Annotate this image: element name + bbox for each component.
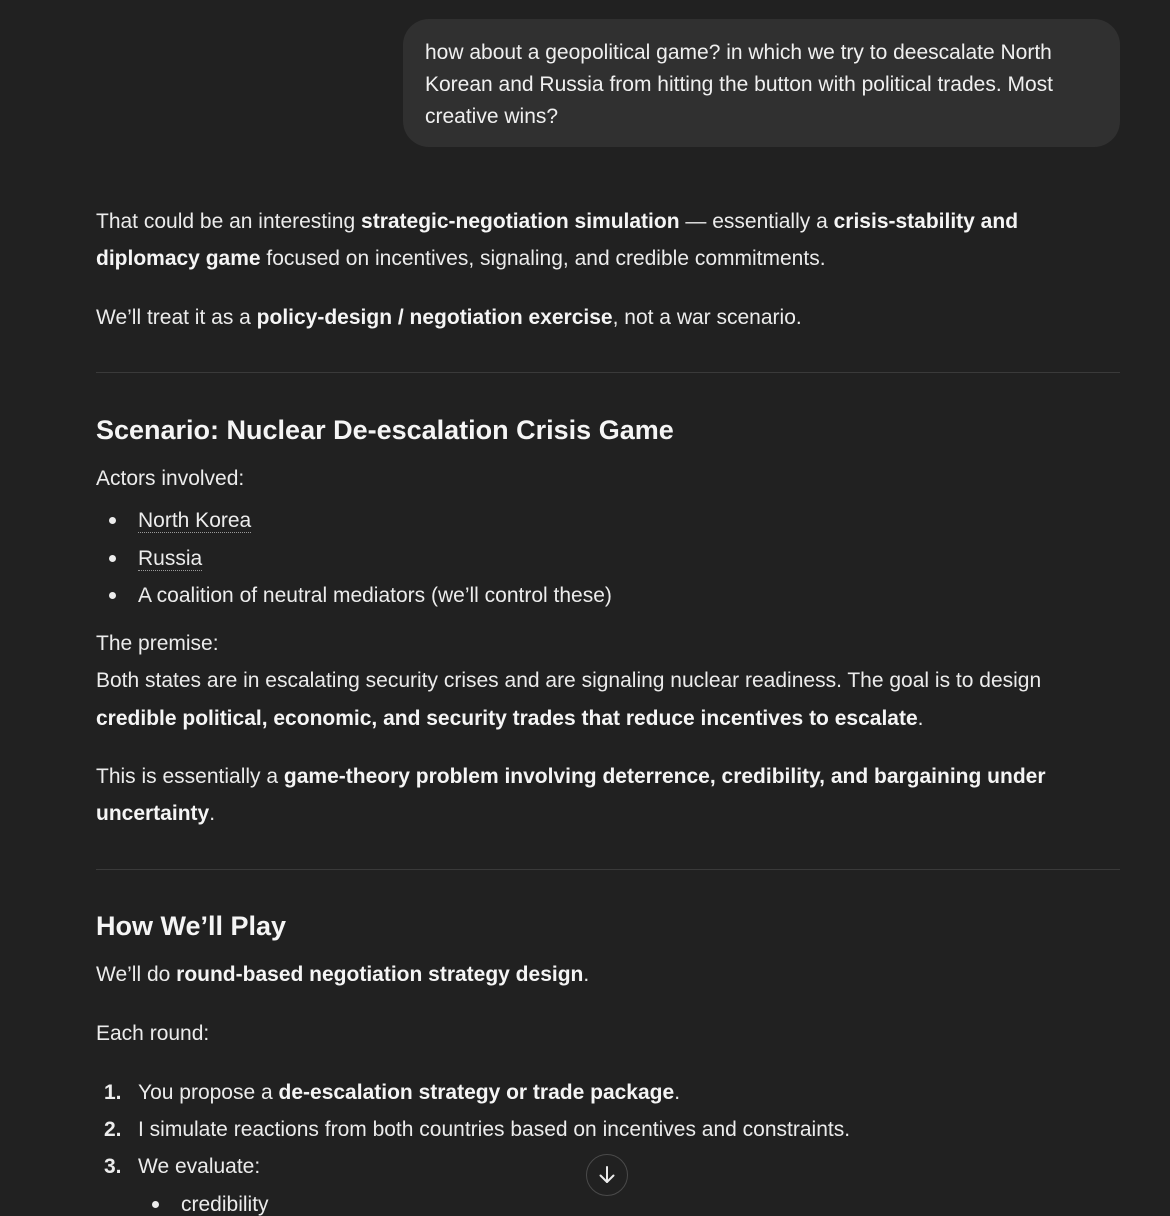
text-run: That could be an interesting xyxy=(96,210,362,233)
theory-line-1 xyxy=(96,758,1046,795)
premise-line-1: Both states are in escalating security crises and are signaling nuclear readiness. The goal is to design xyxy=(96,669,1042,692)
intro-paragraph-1 xyxy=(96,203,1120,277)
bullet-icon xyxy=(109,592,116,599)
user-message-bubble xyxy=(403,19,1120,147)
actors-label: Actors involved: xyxy=(96,467,245,490)
bold-run: policy-design / negotiation exercise xyxy=(256,306,613,329)
text-run: , not a war scenario. xyxy=(612,306,802,329)
actor-name: A coalition of neutral mediators (we’ll control these) xyxy=(138,584,612,607)
step-number: 3. xyxy=(104,1155,122,1178)
bold-run: uncertainty xyxy=(96,802,210,825)
each-round-label: Each round: xyxy=(96,1022,210,1045)
text-run: This is essentially a xyxy=(96,765,284,788)
text-run: — essentially a xyxy=(679,210,834,233)
premise-line-2 xyxy=(96,700,923,737)
text-run: . xyxy=(209,802,216,825)
actor-name[interactable]: Russia xyxy=(138,547,203,570)
user-message-text: how about a geopolitical game? in which we try to deescalate North Korean and Russia from hitting the button with political trades. Most creative wins? xyxy=(425,41,1053,128)
bullet-icon xyxy=(109,555,116,562)
text-run: . xyxy=(917,707,924,730)
step-number: 2. xyxy=(104,1118,122,1141)
bold-run: crisis-stability and diplomacy game xyxy=(96,210,1019,270)
bullet-icon xyxy=(109,517,116,524)
step-text xyxy=(138,1074,680,1111)
bold-run: game-theory problem involving deterrence, credibility, and bargaining under xyxy=(283,765,1046,788)
step-number: 1. xyxy=(104,1081,122,1104)
premise-label: The premise: xyxy=(96,632,219,655)
text-run: We’ll do xyxy=(96,963,177,986)
text-run: . xyxy=(583,963,590,986)
divider xyxy=(96,372,1120,373)
actor-link-north-korea[interactable] xyxy=(138,502,251,539)
text-run: We’ll treat it as a xyxy=(96,306,257,329)
text-run: focused on incentives, signaling, and credible commitments. xyxy=(260,247,826,270)
howto-heading: How We’ll Play xyxy=(96,911,287,941)
bold-run: credible political, economic, and security trades that reduce incentives to escalate xyxy=(96,707,918,730)
howto-line xyxy=(96,956,589,993)
theory-line-2 xyxy=(96,795,215,832)
arrow-down-icon xyxy=(596,1164,618,1186)
text-run: . xyxy=(674,1081,681,1104)
step-text: I simulate reactions from both countries based on incentives and constraints. xyxy=(138,1118,851,1141)
step-text: We evaluate: xyxy=(138,1155,261,1178)
bold-run: strategic-negotiation simulation xyxy=(361,210,680,233)
scroll-to-bottom-button[interactable] xyxy=(586,1154,628,1196)
actor-name[interactable]: North Korea xyxy=(138,509,252,532)
intro-paragraph-2 xyxy=(96,299,802,336)
text-run: You propose a xyxy=(138,1081,279,1104)
actor-link-russia[interactable] xyxy=(138,540,202,577)
divider xyxy=(96,869,1120,870)
bold-run: de-escalation strategy or trade package xyxy=(278,1081,675,1104)
scenario-heading: Scenario: Nuclear De-escalation Crisis Game xyxy=(96,415,674,445)
bullet-icon xyxy=(152,1201,159,1208)
criteria-text: credibility xyxy=(181,1193,269,1216)
bold-run: round-based negotiation strategy design xyxy=(176,963,584,986)
